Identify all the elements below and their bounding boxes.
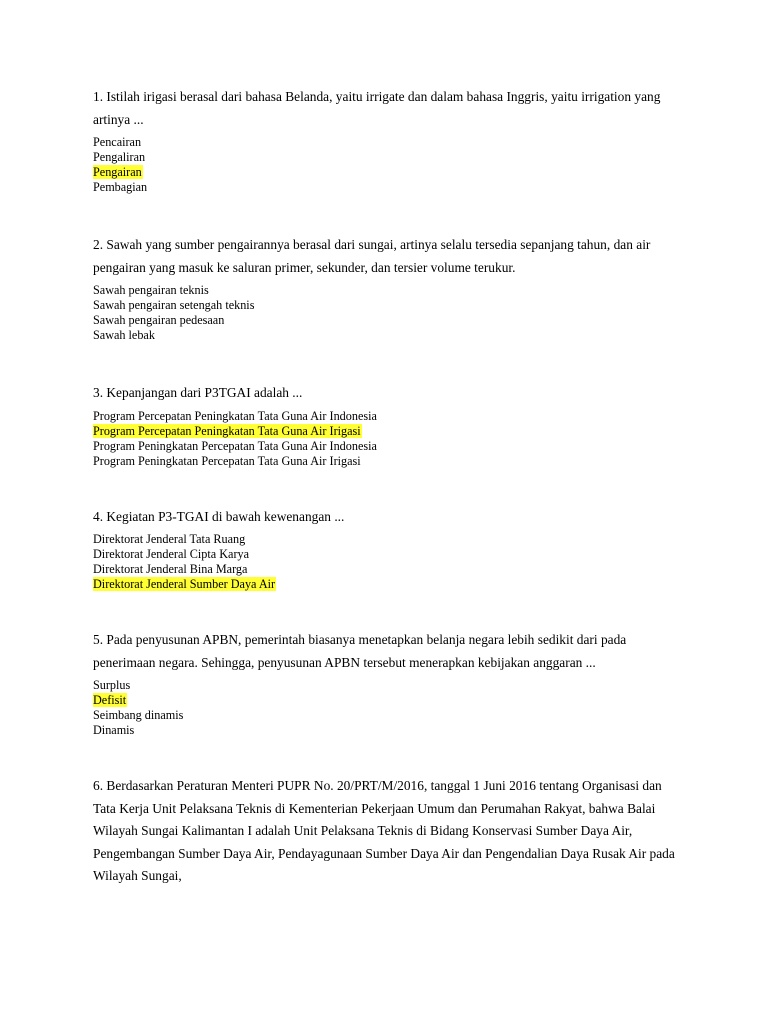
answer-option: Dinamis — [93, 723, 135, 737]
spacer — [93, 592, 683, 629]
answer-option: Surplus — [93, 678, 131, 692]
question-text: 3. Kepanjangan dari P3TGAI adalah ... — [93, 385, 303, 400]
answer-option: Direktorat Jenderal Tata Ruang — [93, 532, 246, 546]
question-3 — [93, 382, 683, 469]
answer-option: Sawah pengairan setengah teknis — [93, 298, 255, 312]
answer-option: Pembagian — [93, 180, 148, 194]
question-text: 1. Istilah irigasi berasal dari bahasa Belanda, yaitu irrigate dan dalam bahasa Inggris, yaitu irrigation yang artinya ... — [93, 89, 661, 127]
question-6 — [93, 775, 683, 888]
answer-option-correct: Pengairan — [93, 165, 142, 179]
answer-option: Pencairan — [93, 135, 142, 149]
answer-option: Seimbang dinamis — [93, 708, 184, 722]
answer-option: Direktorat Jenderal Cipta Karya — [93, 547, 250, 561]
document-page — [93, 86, 683, 888]
question-text: 2. Sawah yang sumber pengairannya berasal dari sungai, artinya selalu tersedia sepanjang tahun, dan air pengairan yang masuk ke saluran primer, sekunder, dan tersier volume terukur. — [93, 237, 651, 275]
question-5 — [93, 629, 683, 738]
question-text: 6. Berdasarkan Peraturan Menteri PUPR No. 20/PRT/M/2016, tanggal 1 Juni 2016 tentang Organisasi dan Tata Kerja Unit Pelaksana Teknis di Kementerian Pekerjaan Umum dan Perumahan Rakyat, bahwa Balai Wilayah Sungai Kalimantan I adalah Unit Pelaksana Teknis di Bidang Konservasi Sumber Daya Air, Pengembangan Sumber Daya Air, Pendayagunaan Sumber Daya Air dan Pengendalian Daya Rusak Air pada Wilayah Sungai, — [93, 778, 675, 883]
question-text: 4. Kegiatan P3-TGAI di bawah kewenangan ... — [93, 508, 345, 524]
question-1 — [93, 86, 683, 195]
question-2 — [93, 234, 683, 343]
answer-option-correct: Direktorat Jenderal Sumber Daya Air — [93, 577, 276, 591]
answer-option: Sawah lebak — [93, 328, 155, 342]
answer-option-correct: Defisit — [93, 693, 127, 707]
spacer — [93, 343, 683, 382]
answer-options — [93, 135, 683, 195]
spacer — [93, 195, 683, 234]
answer-options — [93, 532, 683, 592]
answer-options — [93, 678, 683, 738]
question-text: 5. Pada penyusunan APBN, pemerintah biasanya menetapkan belanja negara lebih sedikit dari pada penerimaan negara. Sehingga, penyusunan APBN tersebut menerapkan kebijakan anggaran ... — [93, 632, 627, 670]
spacer — [93, 738, 683, 775]
answer-option: Program Percepatan Peningkatan Tata Guna Air Indonesia — [93, 408, 377, 423]
answer-options — [93, 409, 683, 469]
spacer — [93, 469, 683, 506]
answer-options — [93, 283, 683, 343]
answer-option: Sawah pengairan pedesaan — [93, 313, 225, 327]
answer-option: Program Peningkatan Percepatan Tata Guna Air Indonesia — [93, 438, 377, 453]
answer-option-correct: Program Percepatan Peningkatan Tata Guna Air Irigasi — [93, 423, 361, 438]
answer-option: Pengaliran — [93, 150, 146, 164]
answer-option: Program Peningkatan Percepatan Tata Guna Air Irigasi — [93, 453, 361, 468]
answer-option: Direktorat Jenderal Bina Marga — [93, 562, 248, 576]
answer-option: Sawah pengairan teknis — [93, 283, 209, 297]
question-4 — [93, 506, 683, 593]
